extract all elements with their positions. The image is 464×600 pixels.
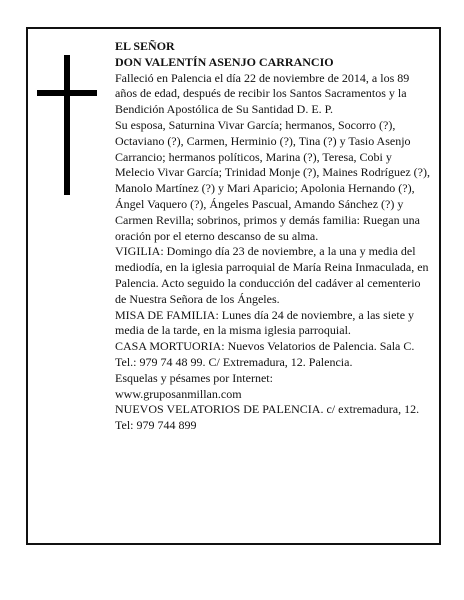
- family-list: Su esposa, Saturnina Vivar García; hermanos, Socorro (?), Octaviano (?), Carmen, Herminio (?), Tina (?) y Tasio Asenjo Carrancio; hermanos políticos, Marina (?), Teresa, Cobi y Melecio Vivar García; Trinidad Monje (?), Maines Rodríguez (?), Manolo Martínez (?) y Mari Aparicio; Apolonia Hernando (?), Ángel Vaquero (?), Ángeles Pascual, Amando Sánchez (?) y Carmen Revilla; sobrinos, primos y demás familia: Ruegan una oración por el eterno descanso de su alma.: [115, 117, 430, 243]
- cross-vertical-bar: [64, 55, 70, 195]
- funeral-home-footer: NUEVOS VELATORIOS DE PALENCIA. c/ extremadura, 12. Tel: 979 744 899: [115, 402, 420, 433]
- obituary-text: [115, 39, 431, 434]
- cross-horizontal-bar: [37, 90, 97, 96]
- vigil-details: VIGILIA: Domingo día 23 de noviembre, a la una y media del mediodía, en la iglesia parroquial de María Reina Inmaculada, en Palencia. Acto seguido la conducción del cadáver al cementerio de Nuestra Señora de los Ángeles.: [115, 244, 429, 306]
- internet-condolences-label: Esquelas y pésames por Internet:: [115, 370, 273, 385]
- website-link[interactable]: www.gruposanmillan.com: [115, 386, 242, 401]
- notice-title-line-1: EL SEÑOR: [115, 39, 175, 53]
- family-mass-details: MISA DE FAMILIA: Lunes día 24 de noviembre, a las siete y media de la tarde, en la misma iglesia parroquial.: [115, 307, 415, 338]
- death-details: Falleció en Palencia el día 22 de noviembre de 2014, a los 89 años de edad, después de recibir los Santos Sacramentos y la Bendición Apostólica de Su Santidad D. E. P.: [115, 70, 410, 117]
- funeral-home-details: CASA MORTUORIA: Nuevos Velatorios de Palencia. Sala C. Tel.: 979 74 48 99. C/ Extremadura, 12. Palencia.: [115, 339, 415, 369]
- deceased-name: DON VALENTÍN ASENJO CARRANCIO: [115, 54, 334, 69]
